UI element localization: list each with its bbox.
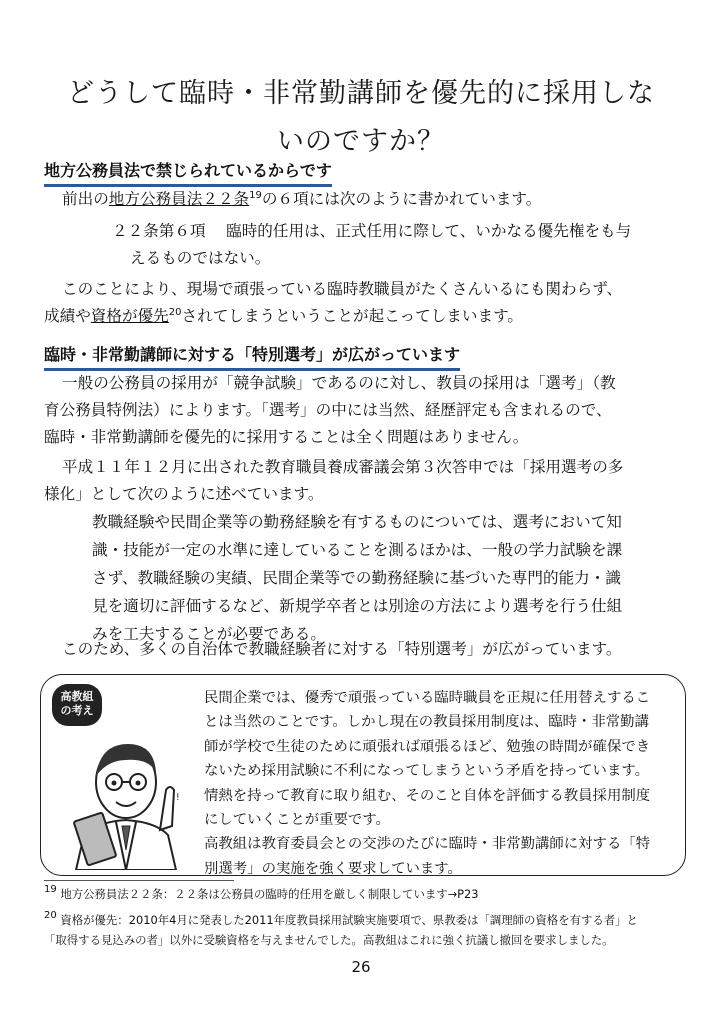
footnote-text: 地方公務員法２２条：２２条は公務員の臨時的任用を厳しく制限しています→P23 (56, 887, 479, 901)
text: の６項には次のように書かれています。 (261, 190, 542, 208)
section2-paragraph-3: このため、多くの自治体で教職経験者に対する「特別選考」が広がっています。 (62, 640, 622, 658)
text: 成績や (44, 307, 91, 325)
footnote-text: 資格が優先：2010年4月に発表した2011年度教員採用試験実施要項で、県教委は「調理師の資格を有する者」と (56, 913, 638, 927)
text: されてしまうということが起こってしまいます。 (181, 307, 524, 325)
paragraph-line: 育公務員特例法）によります。「選考」の中には当然、経歴評定も含まれるので、 (44, 401, 612, 419)
footnote-ref-20: 20 (168, 307, 182, 318)
opinion-line: 別選考」の実施を強く要求しています。 (204, 860, 462, 877)
quote-line: さず、教職経験の実績、民間企業等での勤務経験に基づいた専門的能力・識 (92, 569, 621, 587)
opinion-line: 高教組は教育委員会との交渉のたびに臨時・非常勤講師に対する「特 (204, 836, 651, 853)
page-number: 26 (351, 958, 371, 976)
union-badge (52, 684, 102, 726)
opinion-line: 師が学校で生徒のために頑張れば頑張るほど、勉強の時間が確保でき (204, 738, 651, 755)
paragraph-line: 平成１１年１２月に出された教育職員養成審議会第３次答申では「採用選考の多 (62, 458, 624, 476)
title-line-2: いのですか？ (277, 126, 445, 157)
footnote-19 (44, 884, 479, 904)
section-heading-2: 臨時・非常勤講師に対する「特別選考」が広がっています (44, 344, 460, 371)
opinion-line: 情熱を持って教育に取り組む、そのこと自体を評価する教員採用制度 (204, 787, 651, 804)
page-title (30, 70, 692, 166)
opinion-text (204, 686, 674, 881)
law-reference-link: 地方公務員法２２条 (108, 190, 250, 208)
paragraph-line: 一般の公務員の採用が「競争試験」であるのに対し、教員の採用は「選考」（教 (62, 374, 616, 392)
paragraph-line: 臨時・非常勤講師を優先的に採用することは全く問題はありません。 (44, 428, 529, 446)
quote-line: 見を適切に評価するなど、新規学卒者とは別途の方法により選考を行う仕組 (92, 597, 623, 615)
quote-line: みを工夫することが必要である。 (92, 625, 326, 643)
section2-paragraph-2 (44, 454, 678, 508)
badge-line: の考え (60, 704, 94, 717)
svg-text:!: ! (176, 793, 180, 803)
law-quote (112, 218, 678, 272)
footnote-line: 「取得する見込みの者」以外に受験資格を与えませんでした。高教組はこれに強く抗議し撤回を要求しました。 (44, 933, 614, 947)
section1-paragraph-1 (62, 186, 678, 213)
section2-paragraph-1 (44, 370, 678, 451)
footnote-divider (44, 880, 234, 881)
quote-line: えるものではない。 (130, 249, 271, 267)
footnote-line (44, 910, 638, 930)
council-quote (92, 508, 678, 648)
qualification-link: 資格が優先 (90, 307, 169, 325)
badge-line: 高教組 (60, 690, 94, 703)
section1-paragraph-2 (44, 276, 678, 330)
opinion-line: とは当然のことです。しかし現在の教員採用制度は、臨時・非常勤講 (204, 714, 649, 731)
footnote-number: 19 (44, 884, 57, 895)
opinion-line: にしていくことが重要です。 (204, 812, 390, 829)
text: 前出の (62, 190, 109, 208)
quote-line: ２２条第６項 臨時的任用は、正式任用に際して、いかなる優先権をも与 (112, 222, 632, 240)
quote-line: 教職経験や民間企業等の勤務経験を有するものについては、選考において知 (92, 513, 622, 531)
title-line-1: どうして臨時・非常勤講師を優先的に採用しな (67, 78, 655, 109)
opinion-line: ないため採用試験に不利になってしまうという矛盾を持っています。 (204, 763, 649, 780)
teacher-illustration (56, 730, 196, 870)
paragraph-line: 様化」として次のように述べています。 (44, 485, 324, 503)
quote-line: 識・技能が一定の水準に達していることを測るほかは、一般の学力試験を課 (92, 541, 623, 559)
paragraph-line: このことにより、現場で頑張っている臨時教職員がたくさんいるにも関わらず、 (62, 280, 623, 298)
footnote-20 (44, 910, 638, 950)
section-heading-1: 地方公務員法で禁じられているからです (44, 160, 332, 187)
paragraph-line (44, 303, 678, 330)
footnote-ref-19: 19 (249, 190, 262, 201)
footnote-number: 20 (44, 910, 57, 921)
opinion-line: 民間企業では、優秀で頑張っている臨時職員を正規に任用替えするこ (204, 690, 651, 706)
